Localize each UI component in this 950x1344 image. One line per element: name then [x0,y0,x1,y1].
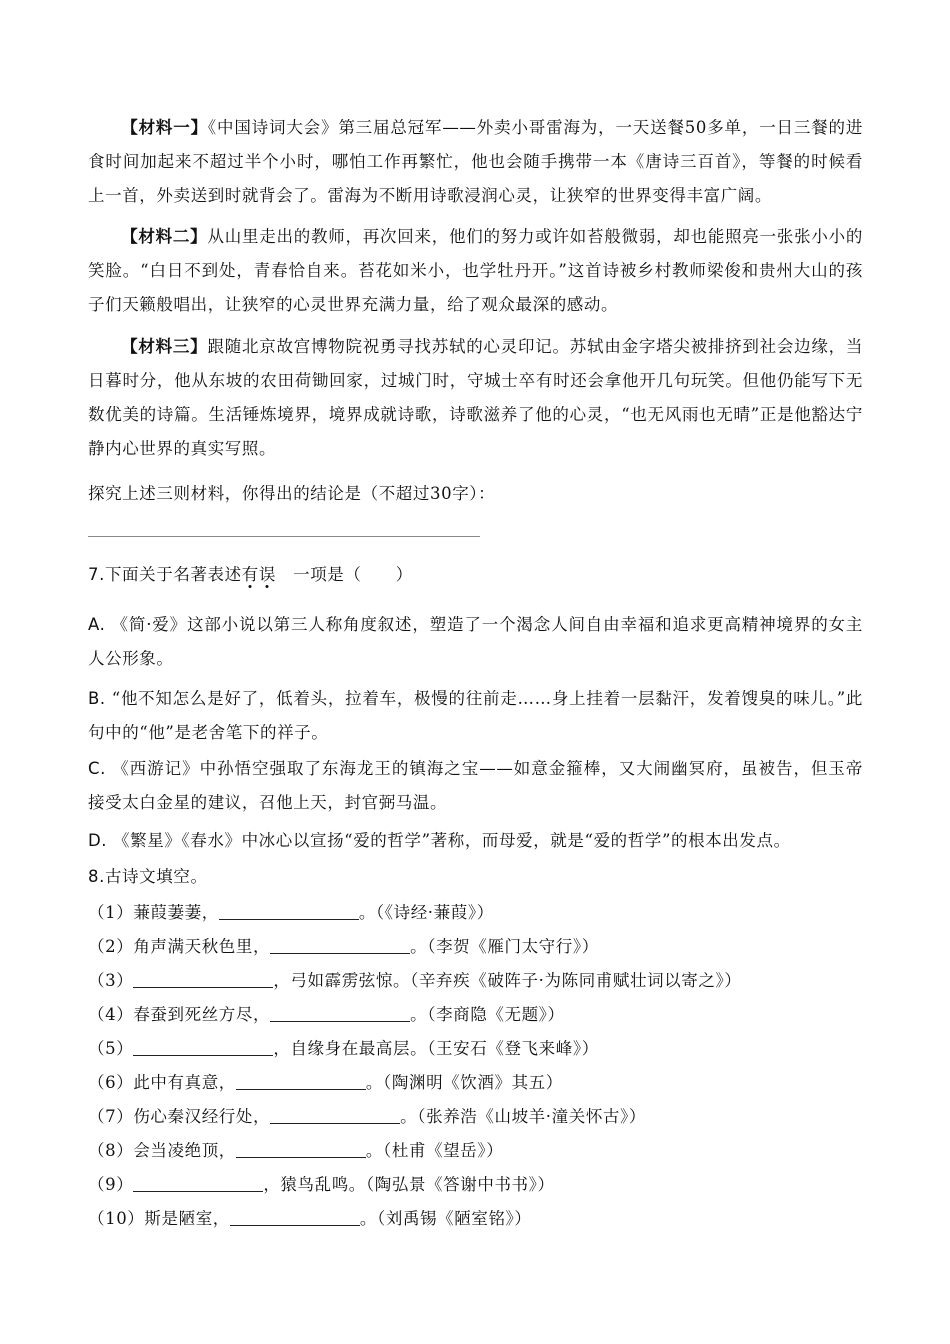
question-8-number: 8. [88,867,105,886]
material-1 [88,111,863,213]
question-8-title-text: 古诗文填空。 [104,867,208,886]
blank-6[interactable] [236,1071,366,1090]
material-2-text: 从山里走出的教师，再次回来，他们的努力或许如苔般微弱，却也能照亮一张张小小的笑脸。“白日不到处，青春恰自来。苔花如米小，也学牡丹开。”这首诗被乡村教师梁俊和贵州大山的孩子们天籁般唱出，让狭窄的心灵世界充满力量，给了观众最深的感动。 [88,227,863,314]
fill-item-2: （2）角声满天秋色里， 。（李贺《雁门太守行》） [88,937,599,956]
blank-7[interactable] [270,1105,400,1124]
fill-item-1: （1）蒹葭萋萋， 。（《诗经·蒹葭》） [88,903,494,922]
material-3 [88,330,863,466]
question-7-stem-before: 下面关于名著表述 [104,565,242,584]
conclusion-answer-line[interactable] [88,536,480,537]
fill-item-7: （7）伤心秦汉经行处， 。（张养浩《山坡羊·潼关怀古》） [88,1107,646,1126]
question-8-title [88,860,208,894]
option-a-text: 《简·爱》这部小说以第三人称角度叙述，塑造了一个渴念人间自由幸福和追求更高精神境界的女主人公形象。 [88,615,863,668]
material-2-label: 【材料二】 [121,227,208,246]
blank-5[interactable] [133,1037,273,1056]
emphasis-char-2: 误 [259,565,276,584]
question-7-stem [88,558,413,592]
fill-item-8: （8）会当凌绝顶， 。（杜甫《望岳》） [88,1141,504,1160]
option-c[interactable] [88,752,863,820]
fill-item-4: （4）春蚕到死丝方尽， 。（李商隐《无题》） [88,1005,565,1024]
question-7-stem-after: 一项是（ ） [293,565,413,584]
option-c-text: 《西游记》中孙悟空强取了东海龙王的镇海之宝——如意金箍棒，又大闹幽冥府，虽被告，但玉帝接受太白金星的建议，召他上天，封官弼马温。 [88,759,863,812]
fill-item-6: （6）此中有真意， 。（陶渊明《饮酒》其五） [88,1073,563,1092]
material-1-text: 《中国诗词大会》第三届总冠军——外卖小哥雷海为，一天送餐50多单，一日三餐的进食时间加起来不超过半个小时，哪怕工作再繁忙，他也会随手携带一本《唐诗三百首》，等餐的时候看上一首，外卖送到时就背会了。雷海为不断用诗歌浸润心灵，让狭窄的世界变得丰富广阔。 [88,118,863,205]
option-b-text: “他不知怎么是好了，低着头，拉着车，极慢的往前走……身上挂着一层黏汗，发着馊臭的味儿。”此句中的“他”是老舍笔下的祥子。 [88,689,863,742]
option-a-key: A. [88,615,106,634]
emphasis-char-1: 有 [242,565,259,584]
conclusion-prompt: 探究上述三则材料，你得出的结论是（不超过30字）： [88,484,496,503]
fill-item-5: （5） ，自缘身在最高层。（王安石《登飞来峰》） [88,1039,599,1058]
option-c-key: C. [88,759,106,778]
blank-8[interactable] [236,1139,366,1158]
option-d-text: 《繁星》《春水》中冰心以宣扬“爱的哲学”著称，而母爱，就是“爱的哲学”的根本出发点。 [113,831,791,850]
material-3-text: 跟随北京故宫博物院祝勇寻找苏轼的心灵印记。苏轼由金字塔尖被排挤到社会边缘，当日暮时分，他从东坡的农田荷锄回家，过城门时，守城士卒有时还会拿他开几句玩笑。但他仍能写下无数优美的诗篇。生活锤炼境界，境界成就诗歌，诗歌滋养了他的心灵，“也无风雨也无晴”正是他豁达宁静内心世界的真实写照。 [88,337,863,458]
blank-1[interactable] [219,901,359,920]
blank-3[interactable] [133,969,273,988]
blank-2[interactable] [270,935,410,954]
material-3-label: 【材料三】 [121,337,208,356]
option-d-key: D. [88,831,108,850]
material-1-label: 【材料一】 [121,118,208,137]
option-d[interactable] [88,824,863,858]
option-a[interactable] [88,608,863,676]
blank-9[interactable] [133,1173,263,1192]
fill-item-10: （10）斯是陋室， 。（刘禹锡《陋室铭》） [88,1209,532,1228]
fill-item-9: （9） ，猿鸟乱鸣。（陶弘景《答谢中书书》） [88,1175,555,1194]
blank-4[interactable] [270,1003,410,1022]
option-b[interactable] [88,682,863,750]
option-b-key: B. [88,689,106,708]
material-2 [88,220,863,322]
blank-10[interactable] [230,1207,360,1226]
fill-item-3: （3） ，弓如霹雳弦惊。（辛弃疾《破阵子·为陈同甫赋壮词以寄之》） [88,971,742,990]
question-7-number: 7. [88,565,105,584]
